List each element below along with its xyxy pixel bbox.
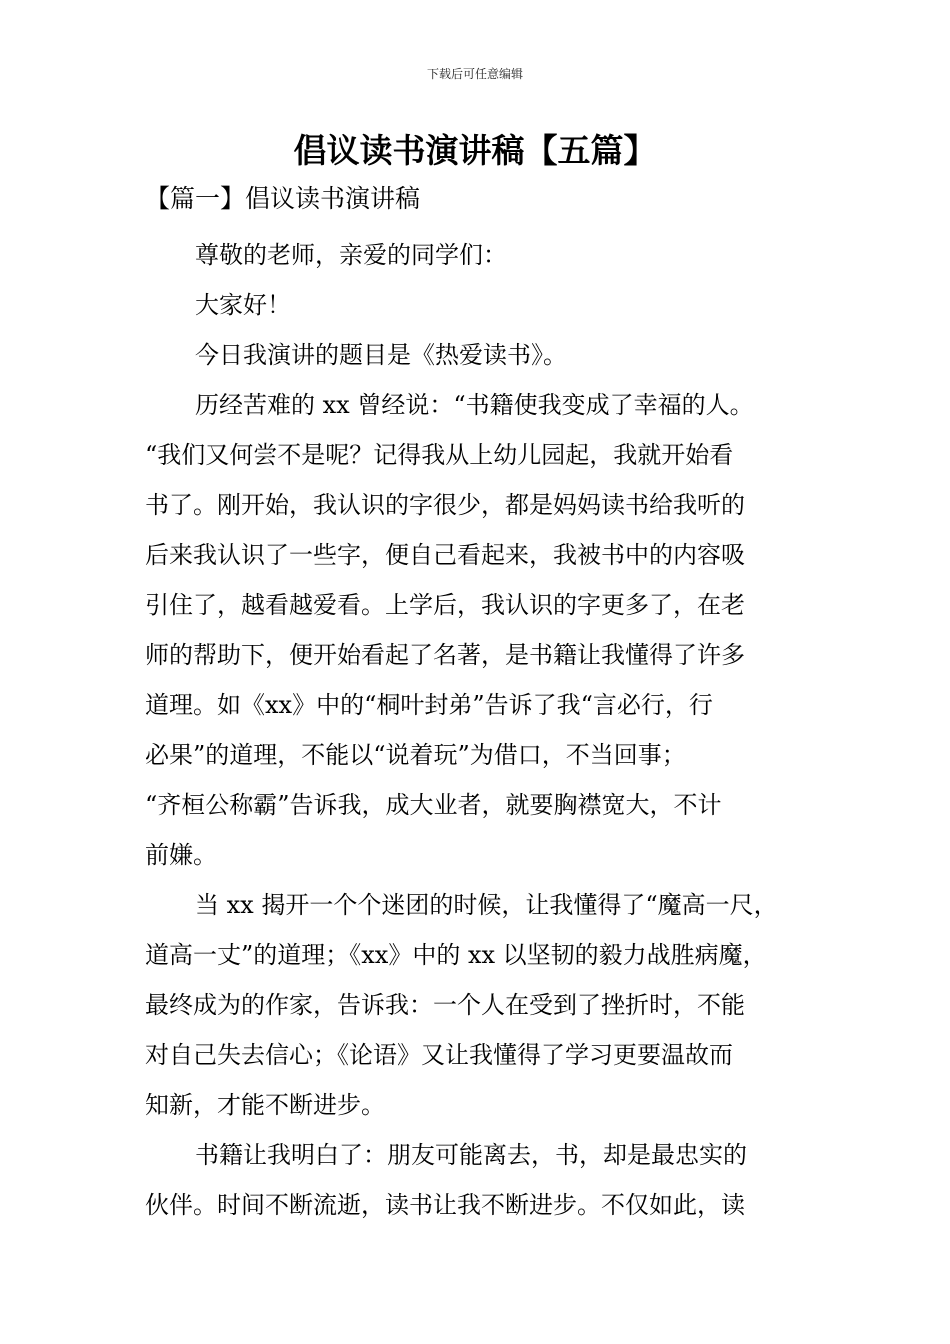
text-line: 当 xx 揭开一个个迷团的时候，让我懂得了“魔高一尺， [195,891,778,919]
section-heading: 【篇一】倡议读书演讲稿 [145,184,421,213]
text-line: “我们又何尝不是呢？记得我从上幼儿园起，我就开始看 [145,441,734,469]
text-line: 最终成为的作家，告诉我：一个人在受到了挫折时，不能 [145,991,745,1019]
text-line: 必果”的道理，不能以“说着玩”为借口，不当回事； [145,741,686,769]
paragraph-topic [145,330,825,380]
text-line: 书了。刚开始，我认识的字很少，都是妈妈读书给我听的 [145,491,745,519]
body-text [145,230,825,1230]
text-line: 道理。如《xx》中的“桐叶封弟”告诉了我“言必行，行 [145,691,713,719]
text-line: 今日我演讲的题目是《热爱读书》。 [195,341,567,369]
text-line: 后来我认识了一些字，便自己看起来，我被书中的内容吸 [145,541,745,569]
text-line: 引住了，越看越爱看。上学后，我认识的字更多了，在老 [145,591,745,619]
text-line: 尊敬的老师，亲爱的同学们： [195,241,507,269]
paragraph-body-1 [145,380,825,880]
paragraph-salutation [145,230,825,280]
text-line: 书籍让我明白了：朋友可能离去，书，却是最忠实的 [195,1141,747,1169]
text-line: 对自己失去信心；《论语》又让我懂得了学习更要温故而 [145,1041,733,1069]
paragraph-body-3 [145,1130,825,1230]
paragraph-body-2 [145,880,825,1130]
text-line: 道高一丈”的道理；《xx》中的 xx 以坚韧的毅力战胜病魔， [145,941,767,969]
paragraph-greeting [145,280,825,330]
text-line: 知新，才能不断进步。 [145,1091,385,1119]
text-line: 师的帮助下，便开始看起了名著，是书籍让我懂得了许多 [145,641,745,669]
text-line: 前嫌。 [145,841,217,869]
document-title: 倡议读书演讲稿【五篇】 [293,131,657,170]
text-line: 大家好！ [195,291,291,319]
text-line: 伙伴。时间不断流逝，读书让我不断进步。不仅如此，读 [145,1191,745,1219]
header-note: 下载后可任意编辑 [426,67,523,81]
text-line: 历经苦难的 xx 曾经说：“书籍使我变成了幸福的人。 [195,391,754,419]
text-line: “齐桓公称霸”告诉我，成大业者，就要胸襟宽大，不计 [145,791,722,819]
